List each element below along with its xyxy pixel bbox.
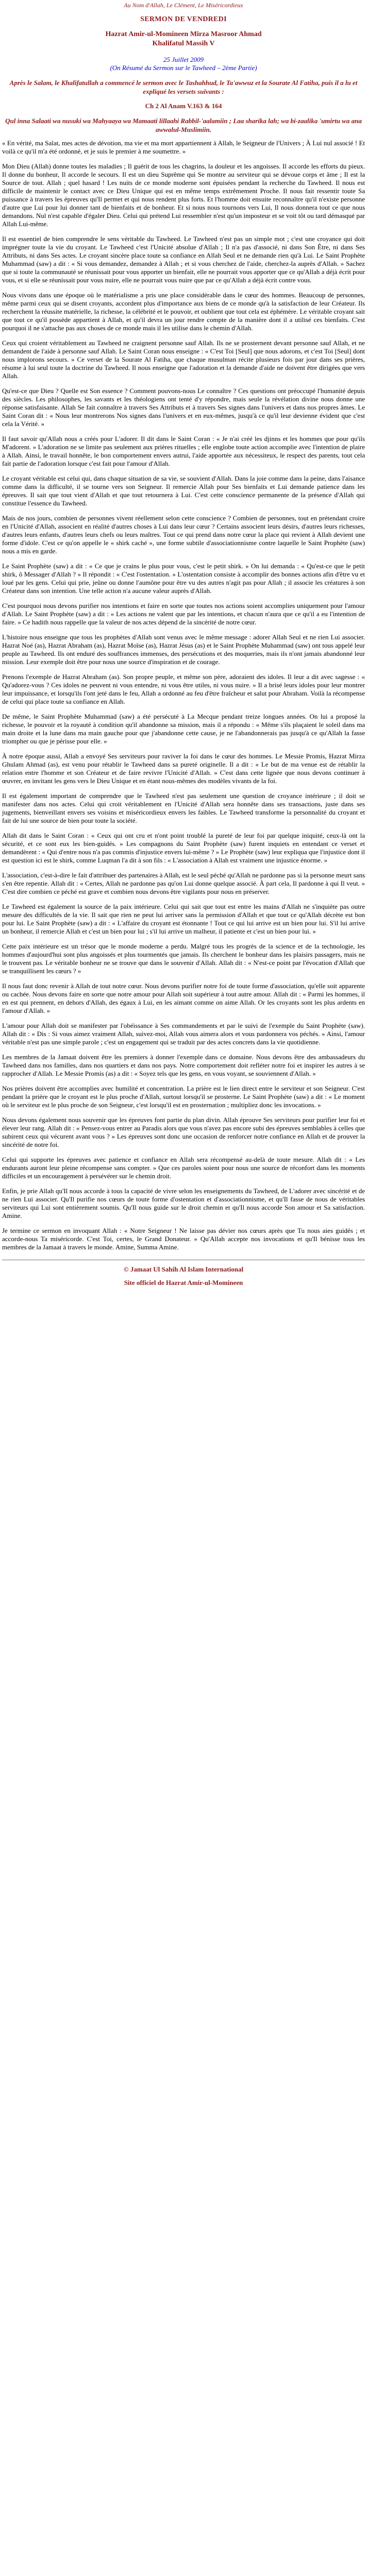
paragraph-12: L'histoire nous enseigne que tous les prophètes d'Allah sont venus avec le même message : adorer Allah Seul et ne rien Lui associer. Hazrat Noé (as), Hazrat Abraham (as), Hazrat Moïse (as), Hazrat Jésus (as) et le Saint Prophète Muhammad (saw) ont tous appelé leur peuple au Tawheed. Ils ont enduré des souffrances immenses, des persécutions et des moqueries, mais ils n'ont jamais abandonné leur mission. Leur exemple doit être pour nous une source d'inspiration et de courage. [2, 633, 365, 666]
paragraph-21: Il nous faut donc revenir à Allah de tout notre cœur. Nous devons purifier notre foi de toute forme d'association, qu'elle soit apparente ou cachée. Nous devons faire en sorte que notre amour pour Allah soit supérieur à tout autre amour. Allah dit : « Parmi les hommes, il en est qui prennent, en dehors d'Allah, des égaux à Lui, en les aimant comme on aime Allah. Or les croyants sont les plus ardents en l'amour d'Allah. » [2, 982, 365, 1014]
paragraph-26: Celui qui supporte les épreuves avec patience et confiance en Allah sera récompensé au-delà de toute mesure. Allah dit : « Les endurants auront leur pleine récompense sans compter. » Que ces paroles soient pour nous une source de réconfort dans les moments difficiles et un encouragement à persévérer sur le chemin droit. [2, 1156, 365, 1180]
author-line-2: Khalifatul Massih V [152, 40, 215, 47]
paragraph-2: Mon Dieu (Allah) donne toutes les maladies ; Il guérit de tous les chagrins, la douleur et les angoisses. Il accorde les efforts du pieux. Il donne du bonheur, Il accorde le secours. Il est un dieu Suprême qui Se montre au serviteur qui se dévoue corps et âme ; Il est la Source de tout. Allah ; quel hasard ! Les nuits de ce monde moderne sont épuisées pendant la recherche du Tawheed. Il nous est difficile de maintenir le contact avec ce Dieu Unique qui est en même temps extrêmement Proche. Il nous fait ressentir toute Sa puissance à travers les épreuves qu'Il permet et qui nous rendent plus forts. Et l'homme doit ensuite reconnaître qu'il n'existe personne d'autre que Lui pour lui donner tant de bienfaits et de bonheur. Et si nous nous tournons vers Lui, Il nous donnera tout ce que nous demandons. Nul n'est capable d'égaler Dieu. Celui qui prétend Lui ressembler n'est qu'un imposteur et se voit tôt ou tard démasqué par Allah Lui-même. [2, 162, 365, 228]
paragraph-3: Il est essentiel de bien comprendre le sens véritable du Tawheed. Le Tawheed n'est pas un simple mot ; c'est une croyance qui doit imprégner toute la vie du croyant. Le Tawheed c'est l'Unicité absolue d'Allah ; Il n'a pas d'associé, ni dans Son Être, ni dans Ses Attributs, ni dans Ses actes. Le croyant sincère place toute sa confiance en Allah Seul et ne demande rien qu'à Lui. Le Saint Prophète Muhammad (saw) a dit : « Si vous demandez, demandez à Allah ; et si vous cherchez de l'aide, cherchez-la auprès d'Allah. » Sachez que si toute la communauté se réunissait pour vous apporter un bienfait, elle ne pourrait vous apporter que ce qu'Allah a déjà écrit pour vous, et si elle se réunissait pour vous nuire, elle ne pourrait vous nuire que par ce qu'Allah a déjà écrit contre vous. [2, 235, 365, 284]
paragraph-5: Ceux qui croient véritablement au Tawheed ne craignent personne sauf Allah. Ils ne se prosternent devant personne sauf Allah, et ne demandent de l'aide à personne sauf Allah. Le Saint Coran nous enseigne : « C'est Toi [Seul] que nous adorons, et c'est Toi [Seul] dont nous implorons secours. » Ce verset de la Sourate Al Fatiha, que chaque musulman récite plusieurs fois par jour dans ses prières, résume à lui seul toute la doctrine du Tawheed. Il nous enseigne que l'adoration et la demande d'aide ne doivent être dirigées que vers Allah. [2, 339, 365, 380]
paragraph-24: Nos prières doivent être accomplies avec humilité et concentration. La prière est le lien direct entre le serviteur et son Seigneur. C'est pendant la prière que le croyant est le plus proche d'Allah, surtout lorsqu'il se prosterne. Le Saint Prophète (saw) a dit : « Le moment où le serviteur est le plus proche de son Seigneur, c'est lorsqu'il est en prosternation ; multipliez donc les invocations. » [2, 1084, 365, 1109]
paragraph-17: Allah dit dans le Saint Coran : « Ceux qui ont cru et n'ont point troublé la pureté de leur foi par quelque iniquité, ceux-là ont la sécurité, et ce sont eux les bien-guidés. » Les compagnons du Saint Prophète (saw) furent inquiets en entendant ce verset et demandèrent : « Qui d'entre nous n'a pas commis d'injustice envers lui-même ? » Le Prophète (saw) leur expliqua que l'injustice dont il est question ici est le shirk, comme Luqman l'a dit à son fils : « L'association à Allah est vraiment une injustice énorme. » [2, 832, 365, 864]
sermon-date: 25 Juillet 2009 [163, 56, 204, 63]
paragraph-13: Prenons l'exemple de Hazrat Abraham (as). Son propre peuple, et même son père, adoraient des idoles. Il leur a dit avec sagesse : « Qu'adorez-vous ? Ces idoles ne peuvent ni vous entendre, ni vous être utiles, ni vous nuire. » Il a brisé leurs idoles pour leur montrer leur impuissance, et lorsqu'ils l'ont jeté dans le feu, Allah a ordonné au feu d'être fraîcheur et salut pour Abraham. Voilà la récompense de celui qui place toute sa confiance en Allah. [2, 673, 365, 705]
author-line-1: Hazrat Amir-ul-Momineen Mirza Masroor Ahmad [105, 30, 262, 38]
paragraph-25: Nous devons également nous souvenir que les épreuves font partie du plan divin. Allah éprouve Ses serviteurs pour purifier leur foi et élever leur rang. Allah dit : « Pensez-vous entrer au Paradis alors que vous n'avez pas encore subi des épreuves semblables à celles que subirent ceux qui vécurent avant vous ? » Les épreuves sont donc une occasion de renforcer notre confiance en Allah et de prouver la sincérité de notre foi. [2, 1116, 365, 1148]
verse-transliteration: Qul inna Salaati wa nusuki wa Mahyaaya wa Mamaati lillaahi Rabbil-'aalamiin ; Laa sharika lah; wa bi-zaalika 'umirtu wa ana awwalul-Muslimiin. [5, 117, 362, 133]
paragraph-23: Les membres de la Jamaat doivent être les premiers à donner l'exemple dans ce domaine. Nous devons être des ambassadeurs du Tawheed dans nos familles, dans nos quartiers et dans nos pays. Notre comportement doit refléter notre foi et inspirer les autres à se rapprocher d'Allah. Le Messie Promis (as) a dit : « Soyez tels que les gens, en vous voyant, se souviennent d'Allah. » [2, 1053, 365, 1077]
sermon-location: (On Résumé du Sermon sur le Tawheed – 2ème Partie) [110, 64, 257, 72]
paragraph-10: Le Saint Prophète (saw) a dit : « Ce que je crains le plus pour vous, c'est le petit shirk. » On lui demanda : « Qu'est-ce que le petit shirk, ô Messager d'Allah ? » Il répondit : « C'est l'ostentation. » L'ostentation consiste à accomplir des bonnes actions afin d'être vu et loué par les gens. Celui qui prie, jeûne ou donne l'aumône pour être vu des autres n'agit pas pour Allah ; il associe les créatures à son Créateur dans son intention. Une telle action n'a aucune valeur auprès d'Allah. [2, 562, 365, 595]
paragraph-19: Le Tawheed est également la source de la paix intérieure. Celui qui sait que tout est entre les mains d'Allah ne s'inquiète pas outre mesure des difficultés de la vie. Il sait que rien ne peut lui arriver sans la permission d'Allah et que tout ce qu'Allah décrète est bon pour lui. Le Saint Prophète (saw) a dit : « L'affaire du croyant est étonnante ! Tout ce qui lui arrive est un bien pour lui. S'il lui arrive un bonheur, il remercie Allah et c'est un bien pour lui ; s'il lui arrive un malheur, il patiente et c'est un bien pour lui. » [2, 903, 365, 935]
intro-text: Après le Salam, le Khalifatullah a commencé le sermon avec le Tashahhud, le Ta'awwuz et la Sourate Al Fatiha, puis il a lu et expliqué les versets suivants : [9, 79, 358, 95]
paragraph-9: Mais de nos jours, combien de personnes vivent réellement selon cette conscience ? Combien de personnes, tout en prétendant croire en l'Unicité d'Allah, associent en réalité d'autres choses à Lui dans leur cœur ? Certains associent leurs désirs, d'autres leurs richesses, d'autres leurs enfants, d'autres leurs chefs ou leurs maîtres. Tout ce qui prend dans notre cœur la place qui revient à Allah devient une forme d'idole. C'est ce qu'on appelle le « shirk caché », une forme subtile d'associationnisme contre laquelle le Saint Prophète (saw) nous a mis en garde. [2, 514, 365, 555]
paragraph-18: L'association, c'est-à-dire le fait d'attribuer des partenaires à Allah, est le seul péché qu'Allah ne pardonne pas si la personne meurt sans s'en être repentie. Allah dit : « Certes, Allah ne pardonne pas qu'on Lui donne quelque associé. À part cela, Il pardonne à qui Il veut. » C'est dire combien ce péché est grave et combien nous devons être vigilants pour nous en préserver. [2, 871, 365, 895]
paragraph-1: « En vérité, ma Salat, mes actes de dévotion, ma vie et ma mort appartiennent à Allah, le Seigneur de l'Univers ; À Lui nul associé ! Et voilà ce qu'il m'a été ordonné, et je suis le premier à me soumettre. » [2, 139, 365, 155]
paragraph-22: L'amour pour Allah doit se manifester par l'obéissance à Ses commandements et par le suivi de l'exemple du Saint Prophète (saw). Allah dit : « Dis : Si vous aimez vraiment Allah, suivez-moi, Allah vous aimera alors et vous pardonnera vos péchés. » Ainsi, l'amour véritable n'est pas une simple parole ; c'est un engagement qui se traduit par des actes concrets dans la vie quotidienne. [2, 1022, 365, 1046]
paragraph-6: Qu'est-ce que Dieu ? Quelle est Son essence ? Comment pouvons-nous Le connaître ? Ces questions ont préoccupé l'humanité depuis des siècles. Les philosophes, les savants et les théologiens ont tenté d'y répondre, mais seule la révélation divine nous donne une réponse satisfaisante. Allah Se fait connaître à travers Ses Attributs et à travers Ses signes dans l'univers et dans nos propres âmes. Le Saint Coran dit : « Nous leur montrerons Nos signes dans l'univers et en eux-mêmes, jusqu'à ce qu'il leur devienne évident que c'est cela la Vérité. » [2, 387, 365, 428]
sermon-title: SERMON DE VENDREDI [140, 15, 227, 23]
paragraph-27: Enfin, je prie Allah qu'Il nous accorde à tous la capacité de vivre selon les enseignements du Tawheed, de L'adorer avec sincérité et de ne rien Lui associer. Qu'Il purifie nos cœurs de toute forme d'ostentation et d'associationnisme, et qu'Il fasse de nous de véritables serviteurs qui Lui sont entièrement soumis. Qu'Il nous guide sur le droit chemin et qu'Il nous accorde Son amour et Sa satisfaction. Amine. [2, 1187, 365, 1219]
verse-reference: Ch 2 Al Anam V.163 & 164 [145, 102, 222, 110]
page-header: Au Nom d'Allah, Le Clément, Le Miséricordieux [124, 2, 243, 9]
paragraph-28: Je termine ce sermon en invoquant Allah : « Notre Seigneur ! Ne laisse pas dévier nos cœurs après que Tu nous aies guidés ; et accorde-nous Ta miséricorde. C'est Toi, certes, le Grand Donateur. » Qu'Allah accepte nos invocations et qu'Il bénisse tous les membres de la Jamaat à travers le monde. Amine, Summa Amine. [2, 1227, 365, 1251]
paragraph-4: Nous vivons dans une époque où le matérialisme a pris une place considérable dans le cœur des hommes. Beaucoup de personnes, même parmi ceux qui se disent croyants, accordent plus d'importance aux biens de ce monde qu'à la satisfaction de leur Créateur. Ils recherchent la réussite matérielle, la richesse, la célébrité et le pouvoir, et oublient que tout cela est éphémère. Le véritable croyant sait que tout ce qu'il possède appartient à Allah, et qu'il devra un jour rendre compte de la manière dont il a utilisé ces bienfaits. C'est pourquoi il ne s'attache pas aux choses de ce monde mais il les utilise dans le chemin d'Allah. [2, 291, 365, 332]
paragraph-16: Il est également important de comprendre que le Tawheed n'est pas seulement une question de croyance intérieure ; il doit se manifester dans nos actes. Celui qui croit véritablement en l'Unicité d'Allah sera honnête dans ses transactions, juste dans ses jugements, bienveillant envers ses voisins et miséricordieux envers les faibles. Le Tawheed transforme la personnalité du croyant et fait de lui une source de bien pour toute la société. [2, 792, 365, 824]
footer-line-2: Site officiel de Hazrat Amir-ul-Momineen [124, 1279, 243, 1286]
paragraph-14: De même, le Saint Prophète Muhammad (saw) a été persécuté à La Mecque pendant treize longues années. On lui a proposé la richesse, le pouvoir et la royauté à condition qu'il abandonne sa mission, mais il a répondu : « Même s'ils plaçaient le soleil dans ma main droite et la lune dans ma main gauche pour que j'abandonne cette cause, je ne l'abandonnerais pas jusqu'à ce qu'Allah la fasse triompher ou que je périsse pour elle. » [2, 713, 365, 745]
paragraph-15: À notre époque aussi, Allah a envoyé Ses serviteurs pour raviver la foi dans le cœur des hommes. Le Messie Promis, Hazrat Mirza Ghulam Ahmad (as), est venu pour rétablir le Tawheed dans sa pureté originelle. Il a dit : « Le but de ma venue est de rétablir la relation entre l'homme et son Créateur et de faire revivre l'Unicité d'Allah. » C'est dans cette lignée que nous devons continuer à œuvrer, en invitant les gens vers le Dieu Unique et en étant nous-mêmes des modèles vivants de la foi. [2, 752, 365, 785]
paragraph-7: Il faut savoir qu'Allah nous a créés pour L'adorer. Il dit dans le Saint Coran : « Je n'ai créé les djinns et les hommes que pour qu'ils M'adorent. » L'adoration ne se limite pas seulement aux prières rituelles ; elle englobe toute action accomplie avec l'intention de plaire à Allah. Ainsi, le travail honnête, le bon comportement envers autrui, l'aide apportée aux nécessiteux, le respect des parents, tout cela fait partie de l'adoration lorsque c'est fait pour l'amour d'Allah. [2, 435, 365, 467]
paragraph-20: Cette paix intérieure est un trésor que le monde moderne a perdu. Malgré tous les progrès de la science et de la technologie, les hommes d'aujourd'hui sont plus angoissés et plus tourmentés que jamais. Ils cherchent le bonheur dans les plaisirs passagers, mais ne le trouvent pas. Le véritable bonheur ne se trouve que dans le souvenir d'Allah. Allah dit : « N'est-ce point par l'évocation d'Allah que se tranquillisent les cœurs ? » [2, 942, 365, 975]
paragraph-8: Le croyant véritable est celui qui, dans chaque situation de sa vie, se souvient d'Allah. Dans la joie comme dans la peine, dans l'aisance comme dans la difficulté, il se tourne vers son Seigneur. Il remercie Allah pour Ses bienfaits et Lui demande patience dans les épreuves. Il sait que tout vient d'Allah et que tout retournera à Lui. C'est cette conscience permanente de la présence d'Allah qui constitue l'essence du Tawheed. [2, 474, 365, 507]
footer-line-1: © Jamaat Ul Sahih Al Islam International [123, 1265, 244, 1273]
paragraph-11: C'est pourquoi nous devons purifier nos intentions et faire en sorte que toutes nos actions soient accomplies uniquement pour l'amour d'Allah. Le Saint Prophète (saw) a dit : « Les actions ne valent que par les intentions, et chacun n'aura que ce qu'il a eu l'intention de faire. » Ce hadith nous rappelle que la valeur de nos actes dépend de la sincérité de notre cœur. [2, 602, 365, 626]
